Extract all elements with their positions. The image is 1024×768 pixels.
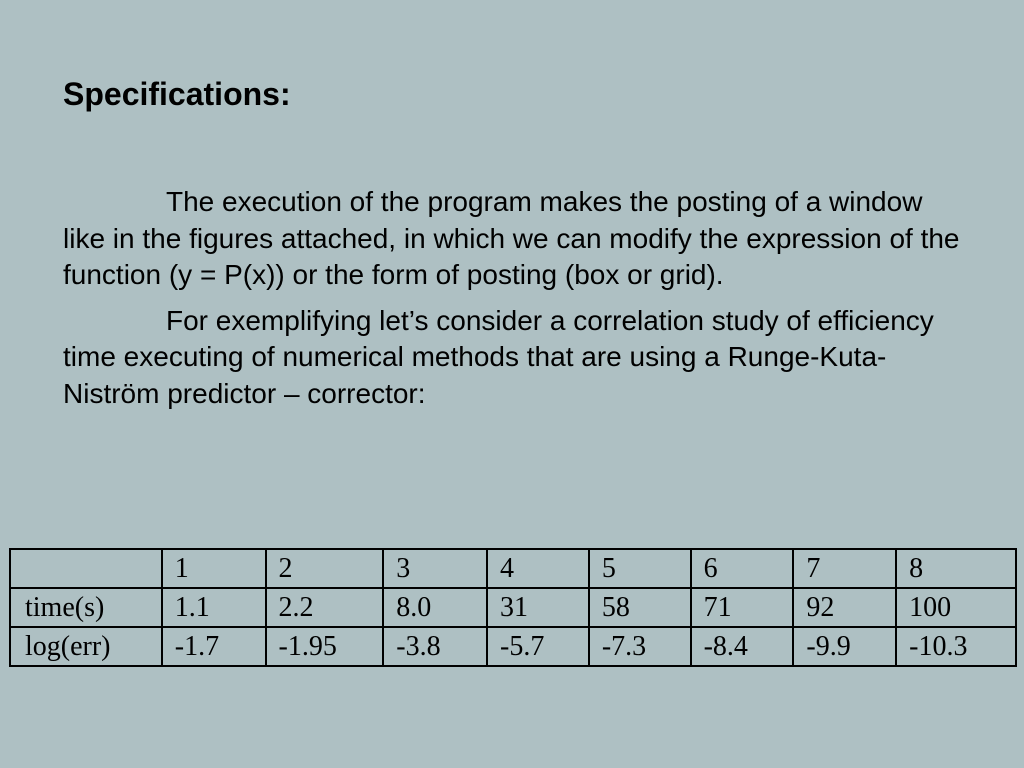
table-cell: -5.7: [487, 627, 589, 666]
table-cell: 1.1: [162, 588, 266, 627]
slide-title: Specifications:: [63, 76, 291, 112]
table-cell: 71: [691, 588, 794, 627]
data-table: [9, 548, 1017, 667]
table-cell: 92: [793, 588, 896, 627]
table-cell: -3.8: [383, 627, 487, 666]
table-cell: 31: [487, 588, 589, 627]
table-row-time: [10, 588, 1016, 627]
table-cell: -1.7: [162, 627, 266, 666]
table-cell: 58: [589, 588, 691, 627]
table-cell: -9.9: [793, 627, 896, 666]
table-cell: 8.0: [383, 588, 487, 627]
table-cell: -8.4: [691, 627, 794, 666]
table-header-cell: 4: [487, 549, 589, 588]
body-text: [63, 184, 963, 412]
table-cell: 2.2: [266, 588, 384, 627]
table-cell: -10.3: [896, 627, 1016, 666]
table-cell: -1.95: [266, 627, 384, 666]
table-header-cell: 6: [691, 549, 794, 588]
table-row-label: log(err): [10, 627, 162, 666]
table-header-row: [10, 549, 1016, 588]
table-header-cell: 5: [589, 549, 691, 588]
table-cell: 100: [896, 588, 1016, 627]
table-header-cell: 3: [383, 549, 487, 588]
paragraph-description: The execution of the program makes the posting of a window like in the figures attached, in which we can modify the expression of the function (y = P(x)) or the form of posting (box or grid).: [63, 186, 960, 290]
paragraph-example: For exemplifying let’s consider a correlation study of efficiency time executing of numerical methods that are using a Runge-Kuta-Niström predictor – corrector:: [63, 304, 934, 409]
table-header-cell: 8: [896, 549, 1016, 588]
table-header-cell: 7: [793, 549, 896, 588]
table-cell: -7.3: [589, 627, 691, 666]
table-header-cell: 1: [162, 549, 266, 588]
table-corner-cell: [10, 549, 162, 588]
table-row-log-err: [10, 627, 1016, 666]
table-header-cell: 2: [266, 549, 384, 588]
table-row-label: time(s): [10, 588, 162, 627]
